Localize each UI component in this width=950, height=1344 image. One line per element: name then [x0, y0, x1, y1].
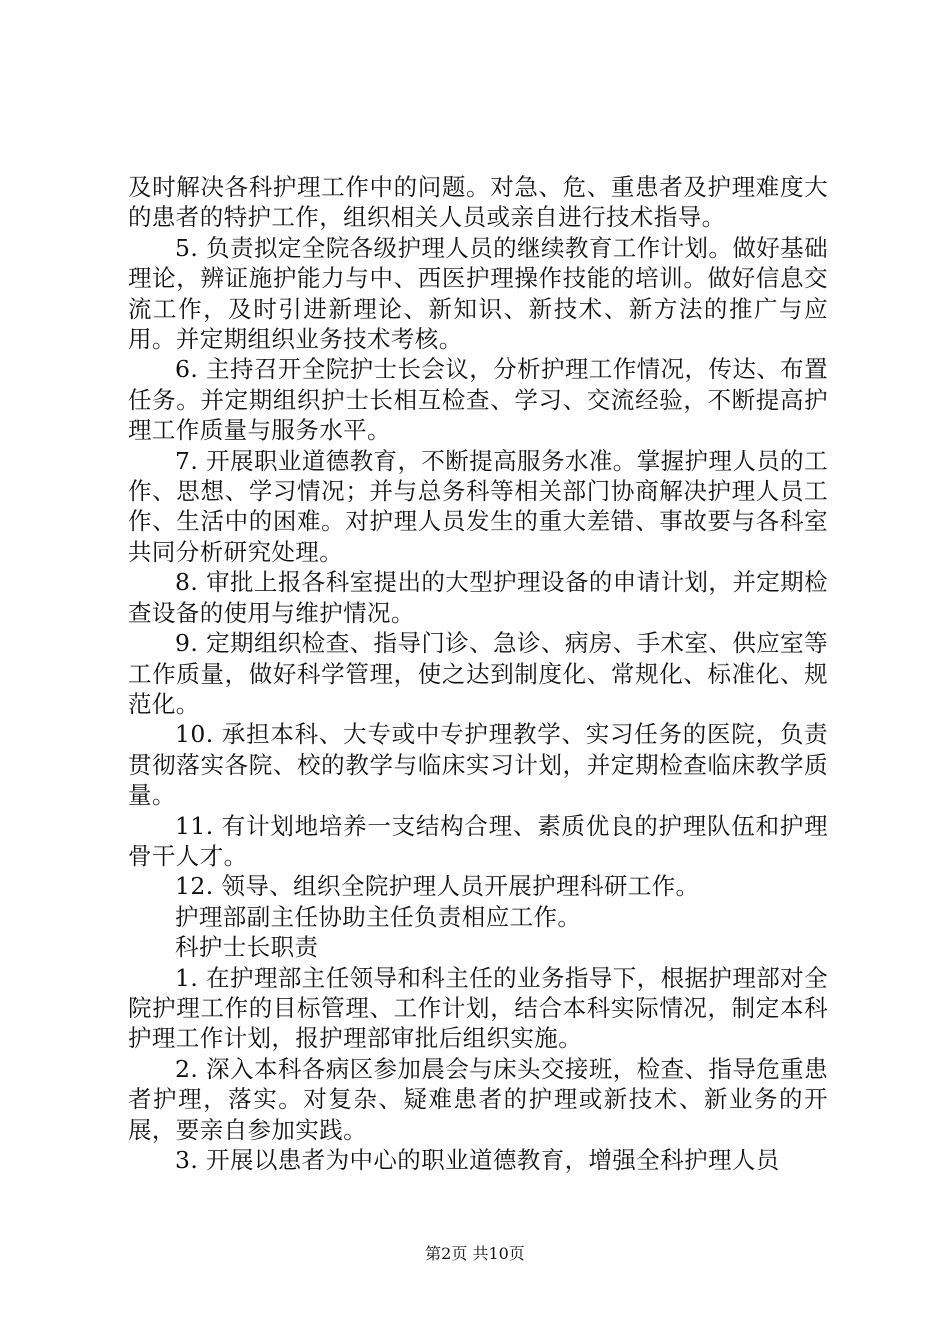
- paragraph-duty-1: 1. 在护理部主任领导和科主任的业务指导下，根据护理部对全院护理工作的目标管理、工作计划，结合本科实际情况，制定本科护理工作计划，报护理部审批后组织实施。: [128, 963, 828, 1053]
- document-body: [128, 172, 828, 1175]
- paragraph-item-10: 10. 承担本科、大专或中专护理教学、实习任务的医院，负责贯彻落实各院、校的教学与临床实习计划，并定期检查临床教学质量。: [128, 720, 828, 810]
- paragraph-item-9: 9. 定期组织检查、指导门诊、急诊、病房、手术室、供应室等工作质量，做好科学管理，使之达到制度化、常规化、标准化、规范化。: [128, 629, 828, 718]
- paragraph-item-8: 8. 审批上报各科室提出的大型护理设备的申请计划，并定期检查设备的使用与维护情况。: [128, 568, 828, 627]
- paragraph-duty-3: 3. 开展以患者为中心的职业道德教育，增强全科护理人员: [175, 1146, 780, 1174]
- page-number: 第2页 共10页: [425, 1244, 525, 1263]
- section-heading: 科护士长职责: [175, 933, 319, 962]
- paragraph-item-5: 5. 负责拟定全院各级护理人员的继续教育工作计划。做好基础理论，辨证施护能力与中、西医护理操作技能的培训。做好信息交流工作，及时引进新理论、新知识、新技术、新方法的推广与应用。并定期组织业务技术考核。: [128, 233, 828, 354]
- paragraph-deputy-director: 护理部副主任协助主任负责相应工作。: [175, 902, 582, 931]
- paragraph-duty-2: 2. 深入本科各病区参加晨会与床头交接班，检查、指导危重患者护理，落实。对复杂、疑难患者的护理或新技术、新业务的开展，要亲自参加实践。: [128, 1054, 828, 1144]
- paragraph-continuation: 及时解决各科护理工作中的问题。对急、危、重患者及护理难度大的患者的特护工作，组织相关人员或亲自进行技术指导。: [128, 173, 828, 232]
- paragraph-item-7: 7. 开展职业道德教育，不断提高服务水准。掌握护理人员的工作、思想、学习情况；并与总务科等相关部门协商解决护理人员工作、生活中的困难。对护理人员发生的重大差错、事故要与各科室共同分析研究处理。: [128, 446, 828, 566]
- paragraph-item-6: 6. 主持召开全院护士长会议，分析护理工作情况，传达、布置任务。并定期组织护士长相互检查、学习、交流经验，不断提高护理工作质量与服务水平。: [128, 355, 828, 445]
- paragraph-item-12: 12. 领导、组织全院护理人员开展护理科研工作。: [175, 872, 700, 901]
- paragraph-item-11: 11. 有计划地培养一支结构合理、素质优良的护理队伍和护理骨干人才。: [128, 811, 828, 870]
